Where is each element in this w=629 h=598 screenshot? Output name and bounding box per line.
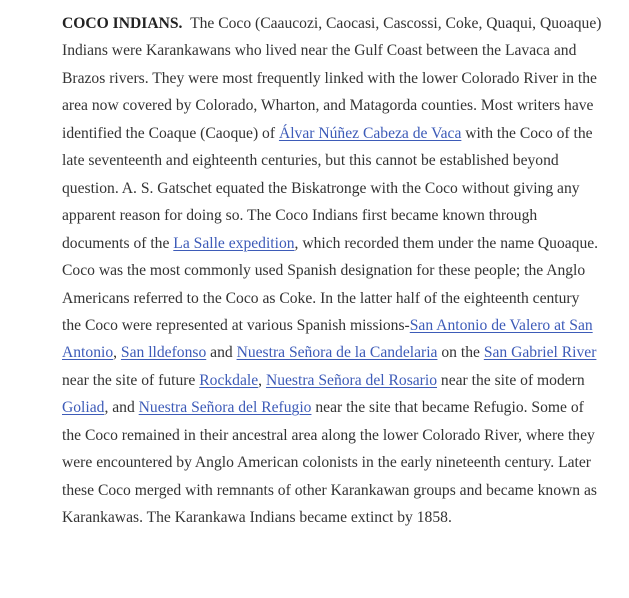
link-san-antonio-de-valero[interactable]: San Antonio de Valero at San Antonio <box>62 316 593 362</box>
link-san-gabriel-river[interactable]: San Gabriel River <box>483 344 597 362</box>
link-goliad[interactable]: Goliad <box>62 399 105 417</box>
body-text: on the <box>437 344 484 362</box>
link-san-ildefonso[interactable]: San lldefonso <box>120 344 207 362</box>
body-text: The Coco (Caaucozi, Caocasi, Cascossi, Coke, Quaqui, Quoaque) Indians were Karankawans who lived near the Gulf Coast between the Lavaca and Brazos rivers. They were most frequently linked with the lower Colorado River in the area now covered by Colorado, Wharton, and Matagorda counties. Most writers have identified the Coaque (Caoque) of <box>62 15 602 142</box>
body-text: , and <box>104 399 139 417</box>
body-text: , <box>258 371 266 389</box>
link-alvar-nunez-cabeza-de-vaca[interactable]: Álvar Núñez Cabeza de Vaca <box>278 124 462 142</box>
link-nuestra-senora-del-rosario[interactable]: Nuestra Señora del Rosario <box>265 371 438 389</box>
entry-headword: COCO INDIANS. <box>62 15 183 32</box>
link-nuestra-senora-de-la-candelaria[interactable]: Nuestra Señora de la Candelaria <box>236 344 438 362</box>
body-text: , which recorded them under the name Quoaque. Coco was the most commonly used Spanish designation for these people; the Anglo Americans referred to the Coco as Coke. In the latter half of the eighteenth century the Coco were represented at various Spanish missions- <box>62 234 599 334</box>
body-text: with the Coco of the late seventeenth and eighteenth centuries, but this cannot be established beyond question. A. S. Gatschet equated the Biskatronge with the Coco without giving any apparent reason for doing so. The Coco Indians first became known through documents of the <box>62 124 593 252</box>
body-text: near the site of modern <box>437 371 585 389</box>
body-text: and <box>206 344 237 362</box>
article-paragraph <box>62 10 602 532</box>
link-rockdale[interactable]: Rockdale <box>199 371 259 389</box>
link-la-salle-expedition[interactable]: La Salle expedition <box>173 234 295 252</box>
link-nuestra-senora-del-refugio[interactable]: Nuestra Señora del Refugio <box>138 399 312 417</box>
body-text: , <box>113 344 121 362</box>
body-text: near the site that became Refugio. Some of the Coco remained in their ancestral area along the lower Colorado River, where they were encountered by Anglo American colonists in the early nineteenth century. Later these Coco merged with remnants of other Karankawan groups and became known as Karankawas. The Karankawa Indians became extinct by 1858. <box>62 399 597 527</box>
body-text: near the site of future <box>62 371 200 389</box>
